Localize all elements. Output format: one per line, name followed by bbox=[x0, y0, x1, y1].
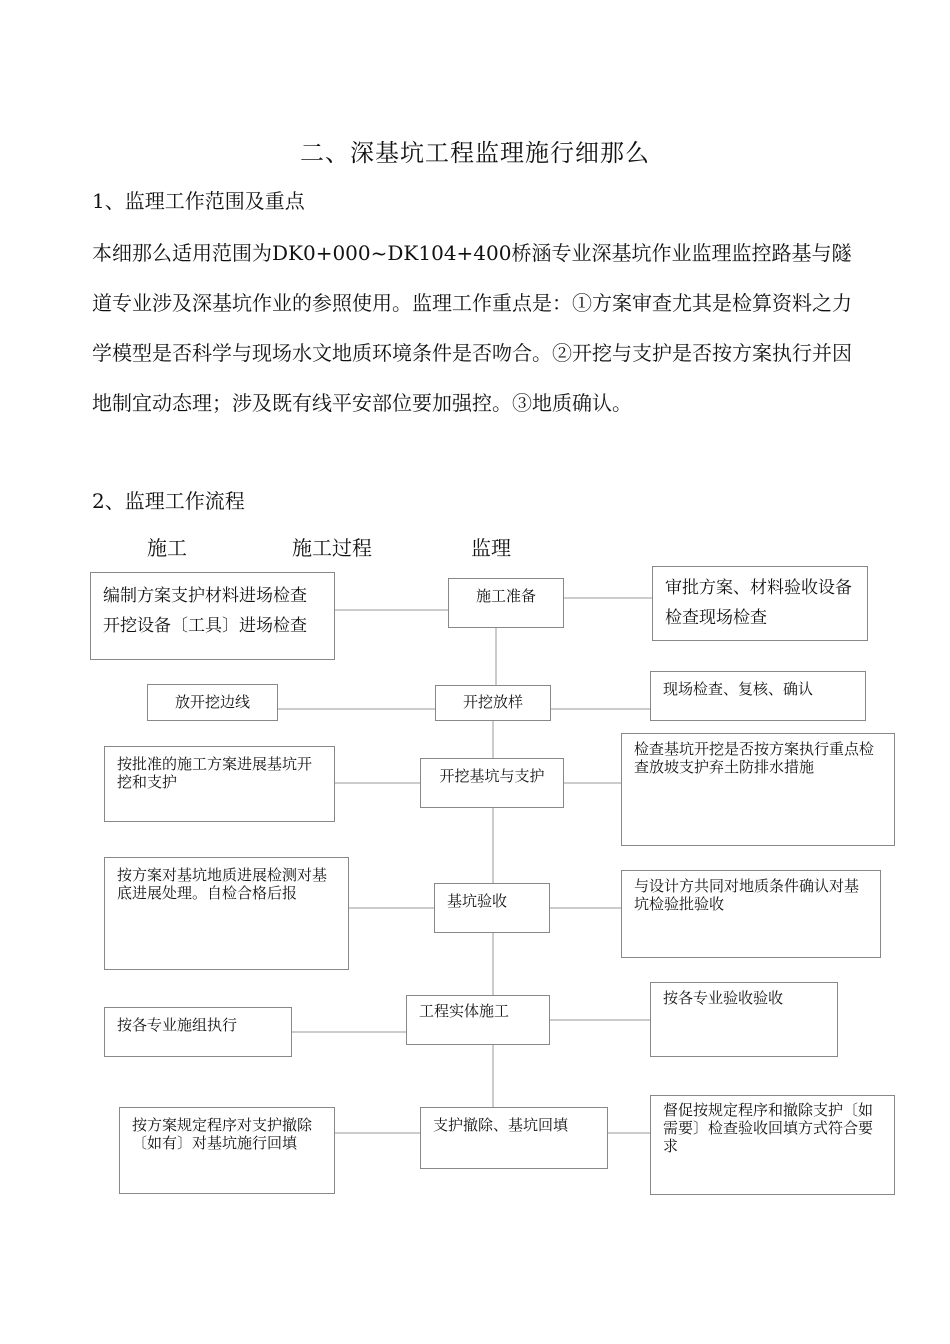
supervision-box-backfill: 督促按规定程序和撤除支护〔如需要〕检查验收回填方式符合要求 bbox=[650, 1095, 895, 1195]
scope-paragraph: 本细那么适用范围为DK0+000~DK104+400桥涵专业深基坑作业监理监控路基与隧道专业涉及深基坑作业的参照使用。监理工作重点是：①方案审查尤其是检算资料之力学模型是否科学与现场水文地质环境条件是否吻合。②开挖与支护是否按方案执行并因地制宜动态理；涉及既有线平安部位要加强控。③地质确认。 bbox=[92, 241, 852, 415]
section-heading-scope: 1、监理工作范围及重点 bbox=[92, 189, 305, 213]
process-step-excavation: 开挖基坑与支护 bbox=[420, 758, 564, 808]
process-step-acceptance: 基坑验收 bbox=[434, 883, 550, 933]
page-title: 二、深基坑工程监理施行细那么 bbox=[300, 139, 650, 167]
process-step-backfill: 支护撤除、基坑回填 bbox=[420, 1107, 608, 1169]
column-header-construction: 施工 bbox=[147, 536, 187, 560]
column-header-process: 施工过程 bbox=[292, 536, 372, 560]
construction-box-execution: 按各专业施组执行 bbox=[104, 1007, 292, 1057]
process-step-layout: 开挖放样 bbox=[435, 685, 551, 721]
supervision-box-approval: 审批方案、材料验收设备检查现场检查 bbox=[652, 566, 868, 641]
supervision-box-geology: 与设计方共同对地质条件确认对基坑检验批验收 bbox=[621, 870, 881, 958]
construction-box-inspection: 按方案对基坑地质进展检测对基底进展处理。自检合格后报 bbox=[104, 857, 349, 970]
process-step-preparation: 施工准备 bbox=[448, 578, 564, 628]
supervision-box-acceptance: 按各专业验收验收 bbox=[650, 982, 838, 1057]
construction-box-backfill: 按方案规定程序对支护撤除〔如有〕对基坑施行回填 bbox=[119, 1107, 335, 1194]
construction-box-preparation: 编制方案支护材料进场检查开挖设备〔工具〕进场检查 bbox=[90, 572, 335, 660]
column-header-supervision: 监理 bbox=[471, 536, 511, 560]
process-step-construction: 工程实体施工 bbox=[406, 995, 550, 1045]
construction-box-excavation: 按批准的施工方案进展基坑开挖和支护 bbox=[104, 746, 335, 822]
section-heading-workflow: 2、监理工作流程 bbox=[92, 489, 245, 513]
supervision-box-review: 现场检查、复核、确认 bbox=[650, 671, 866, 721]
supervision-box-excavation-check: 检查基坑开挖是否按方案执行重点检查放坡支护弃土防排水措施 bbox=[621, 733, 895, 846]
construction-box-layout: 放开挖边线 bbox=[147, 684, 278, 721]
